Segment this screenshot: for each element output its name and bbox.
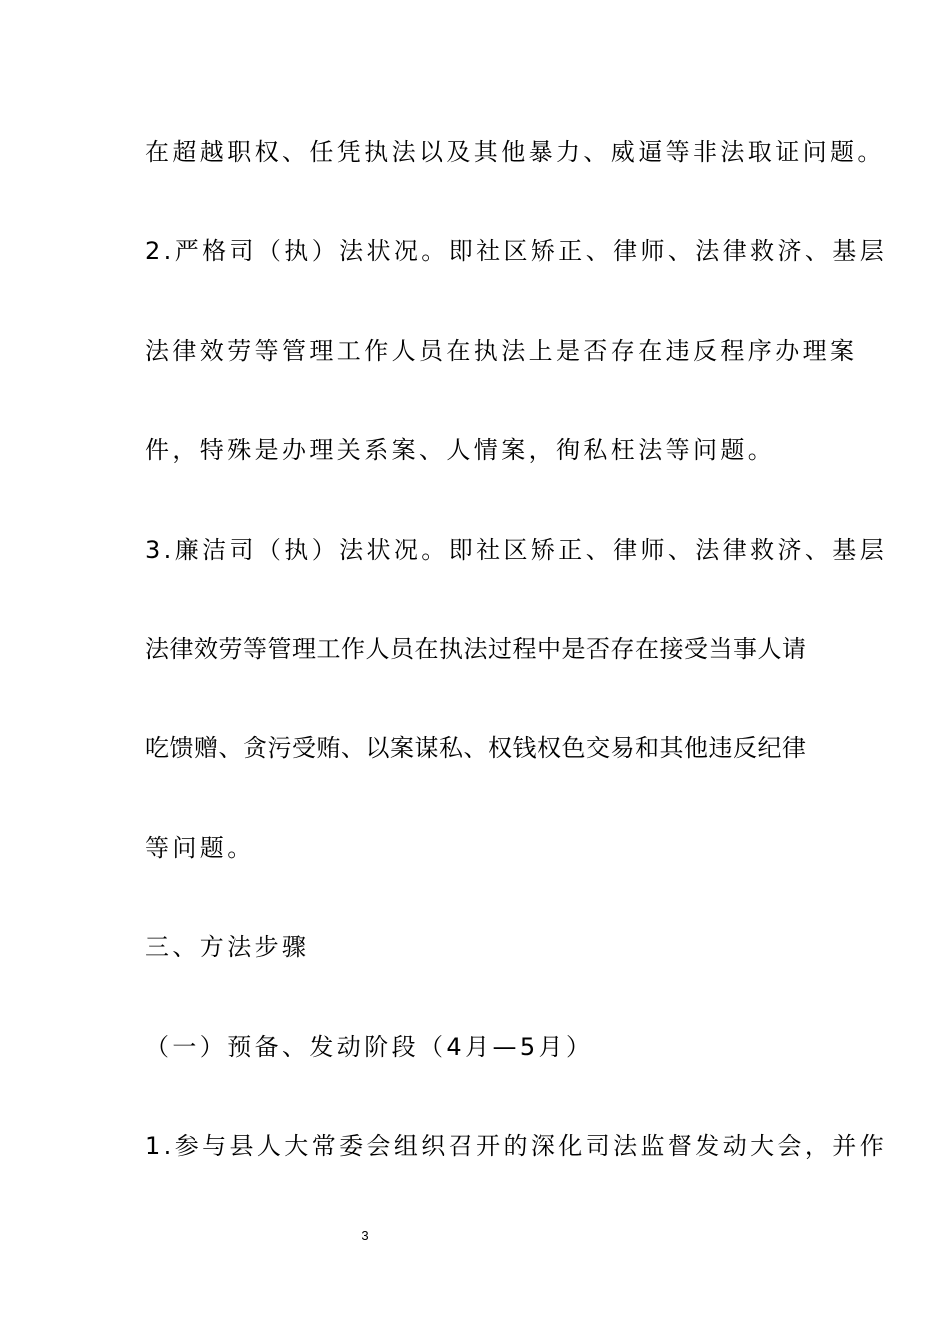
body-line-6: 法律效劳等管理工作人员在执法过程中是否存在接受当事人请 (145, 635, 807, 663)
body-line-2: 2.严格司（执）法状况。即社区矫正、律师、法律救济、基层 (145, 237, 888, 265)
body-line-3: 法律效劳等管理工作人员在执法上是否存在违反程序办理案 (145, 337, 858, 365)
body-line-7: 吃馈赠、贪污受贿、以案谋私、权钱权色交易和其他违反纪律 (145, 734, 807, 762)
body-line-5: 3.廉洁司（执）法状况。即社区矫正、律师、法律救济、基层 (145, 536, 888, 564)
body-line-9: 1.参与县人大常委会组织召开的深化司法监督发动大会，并作 (145, 1132, 888, 1160)
subsection-heading: （一）预备、发动阶段（4月—5月） (145, 1033, 594, 1061)
body-line-1: 在超越职权、任凭执法以及其他暴力、威逼等非法取证问题。 (145, 138, 885, 166)
section-heading: 三、方法步骤 (145, 933, 310, 961)
page-number: 3 (361, 1228, 369, 1243)
body-line-8: 等问题。 (145, 834, 255, 862)
body-line-4: 件，特殊是办理关系案、人情案，徇私枉法等问题。 (145, 436, 776, 464)
